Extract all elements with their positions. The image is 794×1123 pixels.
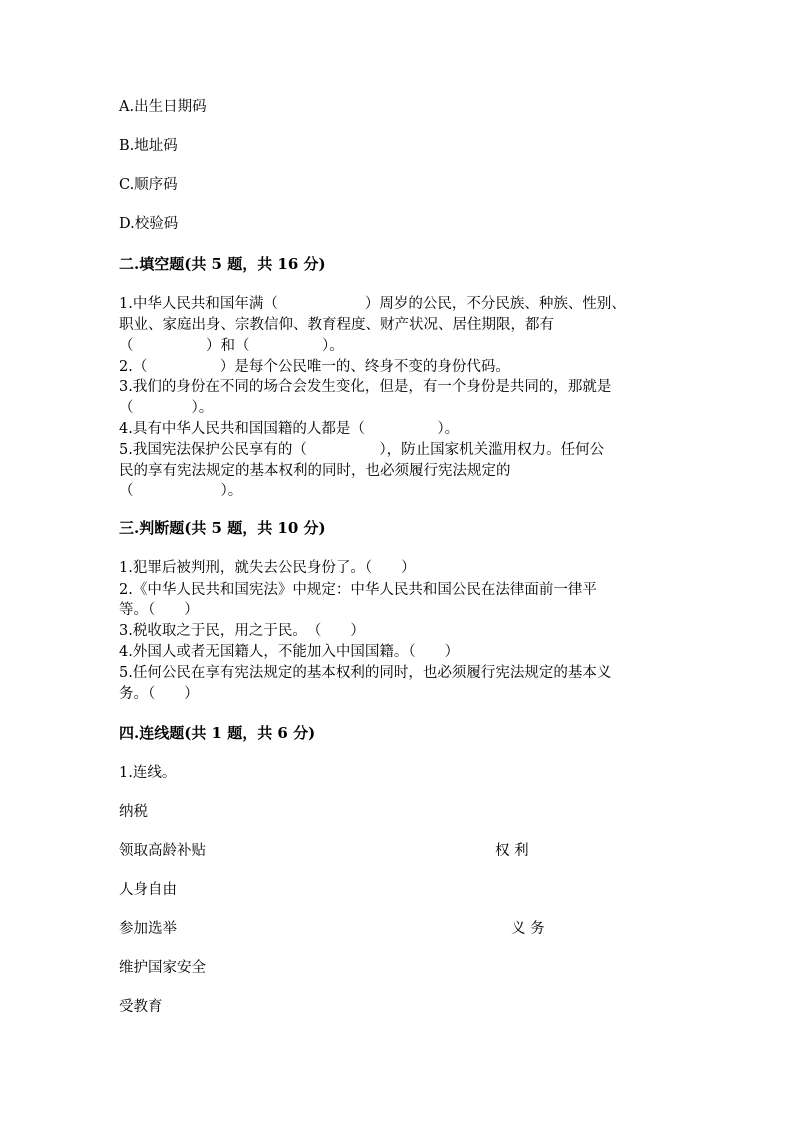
fill-line-1: 1.中华人民共和国年满（ ）周岁的公民，不分民族、种族、性别、: [119, 296, 626, 312]
judge-line-6: 5.任何公民在享有宪法规定的基本权利的同时，也必须履行宪法规定的基本义: [119, 665, 612, 681]
match-question: 1.连线。: [119, 765, 177, 781]
match-left-item: 领取高龄补贴: [119, 843, 206, 859]
judge-line-3: 等。（ ）: [119, 602, 199, 618]
match-left-item: 纳税: [119, 804, 148, 820]
judge-line-4: 3.税收取之于民，用之于民。 （ ）: [119, 623, 365, 639]
option-c: C.顺序码: [119, 177, 178, 193]
fill-line-2: 职业、家庭出身、宗教信仰、教育程度、财产状况、居住期限，都有: [119, 317, 554, 333]
fill-line-4: 2.（ ）是每个公民唯一的、终身不变的身份代码。: [119, 359, 510, 375]
fill-line-3: （ ）和（ ）。: [119, 338, 344, 354]
fill-line-8: 5.我国宪法保护公民享有的（ ），防止国家机关滥用权力。任何公: [119, 442, 605, 458]
fill-line-10: （ ）。: [119, 483, 243, 499]
match-left-item: 受教育: [119, 999, 163, 1015]
fill-line-5: 3.我们的身份在不同的场合会发生变化，但是，有一个身份是共同的，那就是: [119, 379, 612, 395]
option-b: B.地址码: [119, 138, 178, 154]
judge-line-1: 1.犯罪后被判刑，就失去公民身份了。（ ）: [119, 560, 416, 576]
match-right-item: 权 利: [495, 843, 529, 859]
judge-line-5: 4.外国人或者无国籍人，不能加入中国国籍。（ ）: [119, 644, 460, 660]
match-right-item: 义 务: [511, 921, 545, 937]
option-d: D.校验码: [119, 216, 179, 232]
judge-line-2: 2.《中华人民共和国宪法》中规定：中华人民共和国公民在法律面前一律平: [119, 582, 597, 598]
option-a: A.出生日期码: [119, 99, 207, 115]
section-3-title: 三.判断题(共 5 题，共 10 分): [119, 519, 326, 537]
match-left-item: 维护国家安全: [119, 960, 206, 976]
fill-line-9: 民的享有宪法规定的基本权利的同时，也必须履行宪法规定的: [119, 463, 511, 479]
fill-line-7: 4.具有中华人民共和国国籍的人都是（ ）。: [119, 421, 460, 437]
fill-line-6: （ ）。: [119, 400, 214, 416]
match-left-item: 参加选举: [119, 921, 177, 937]
section-2-title: 二.填空题(共 5 题，共 16 分): [119, 255, 326, 273]
judge-line-7: 务。（ ）: [119, 686, 199, 702]
section-4-title: 四.连线题(共 1 题，共 6 分): [119, 724, 316, 742]
match-left-item: 人身自由: [119, 882, 177, 898]
